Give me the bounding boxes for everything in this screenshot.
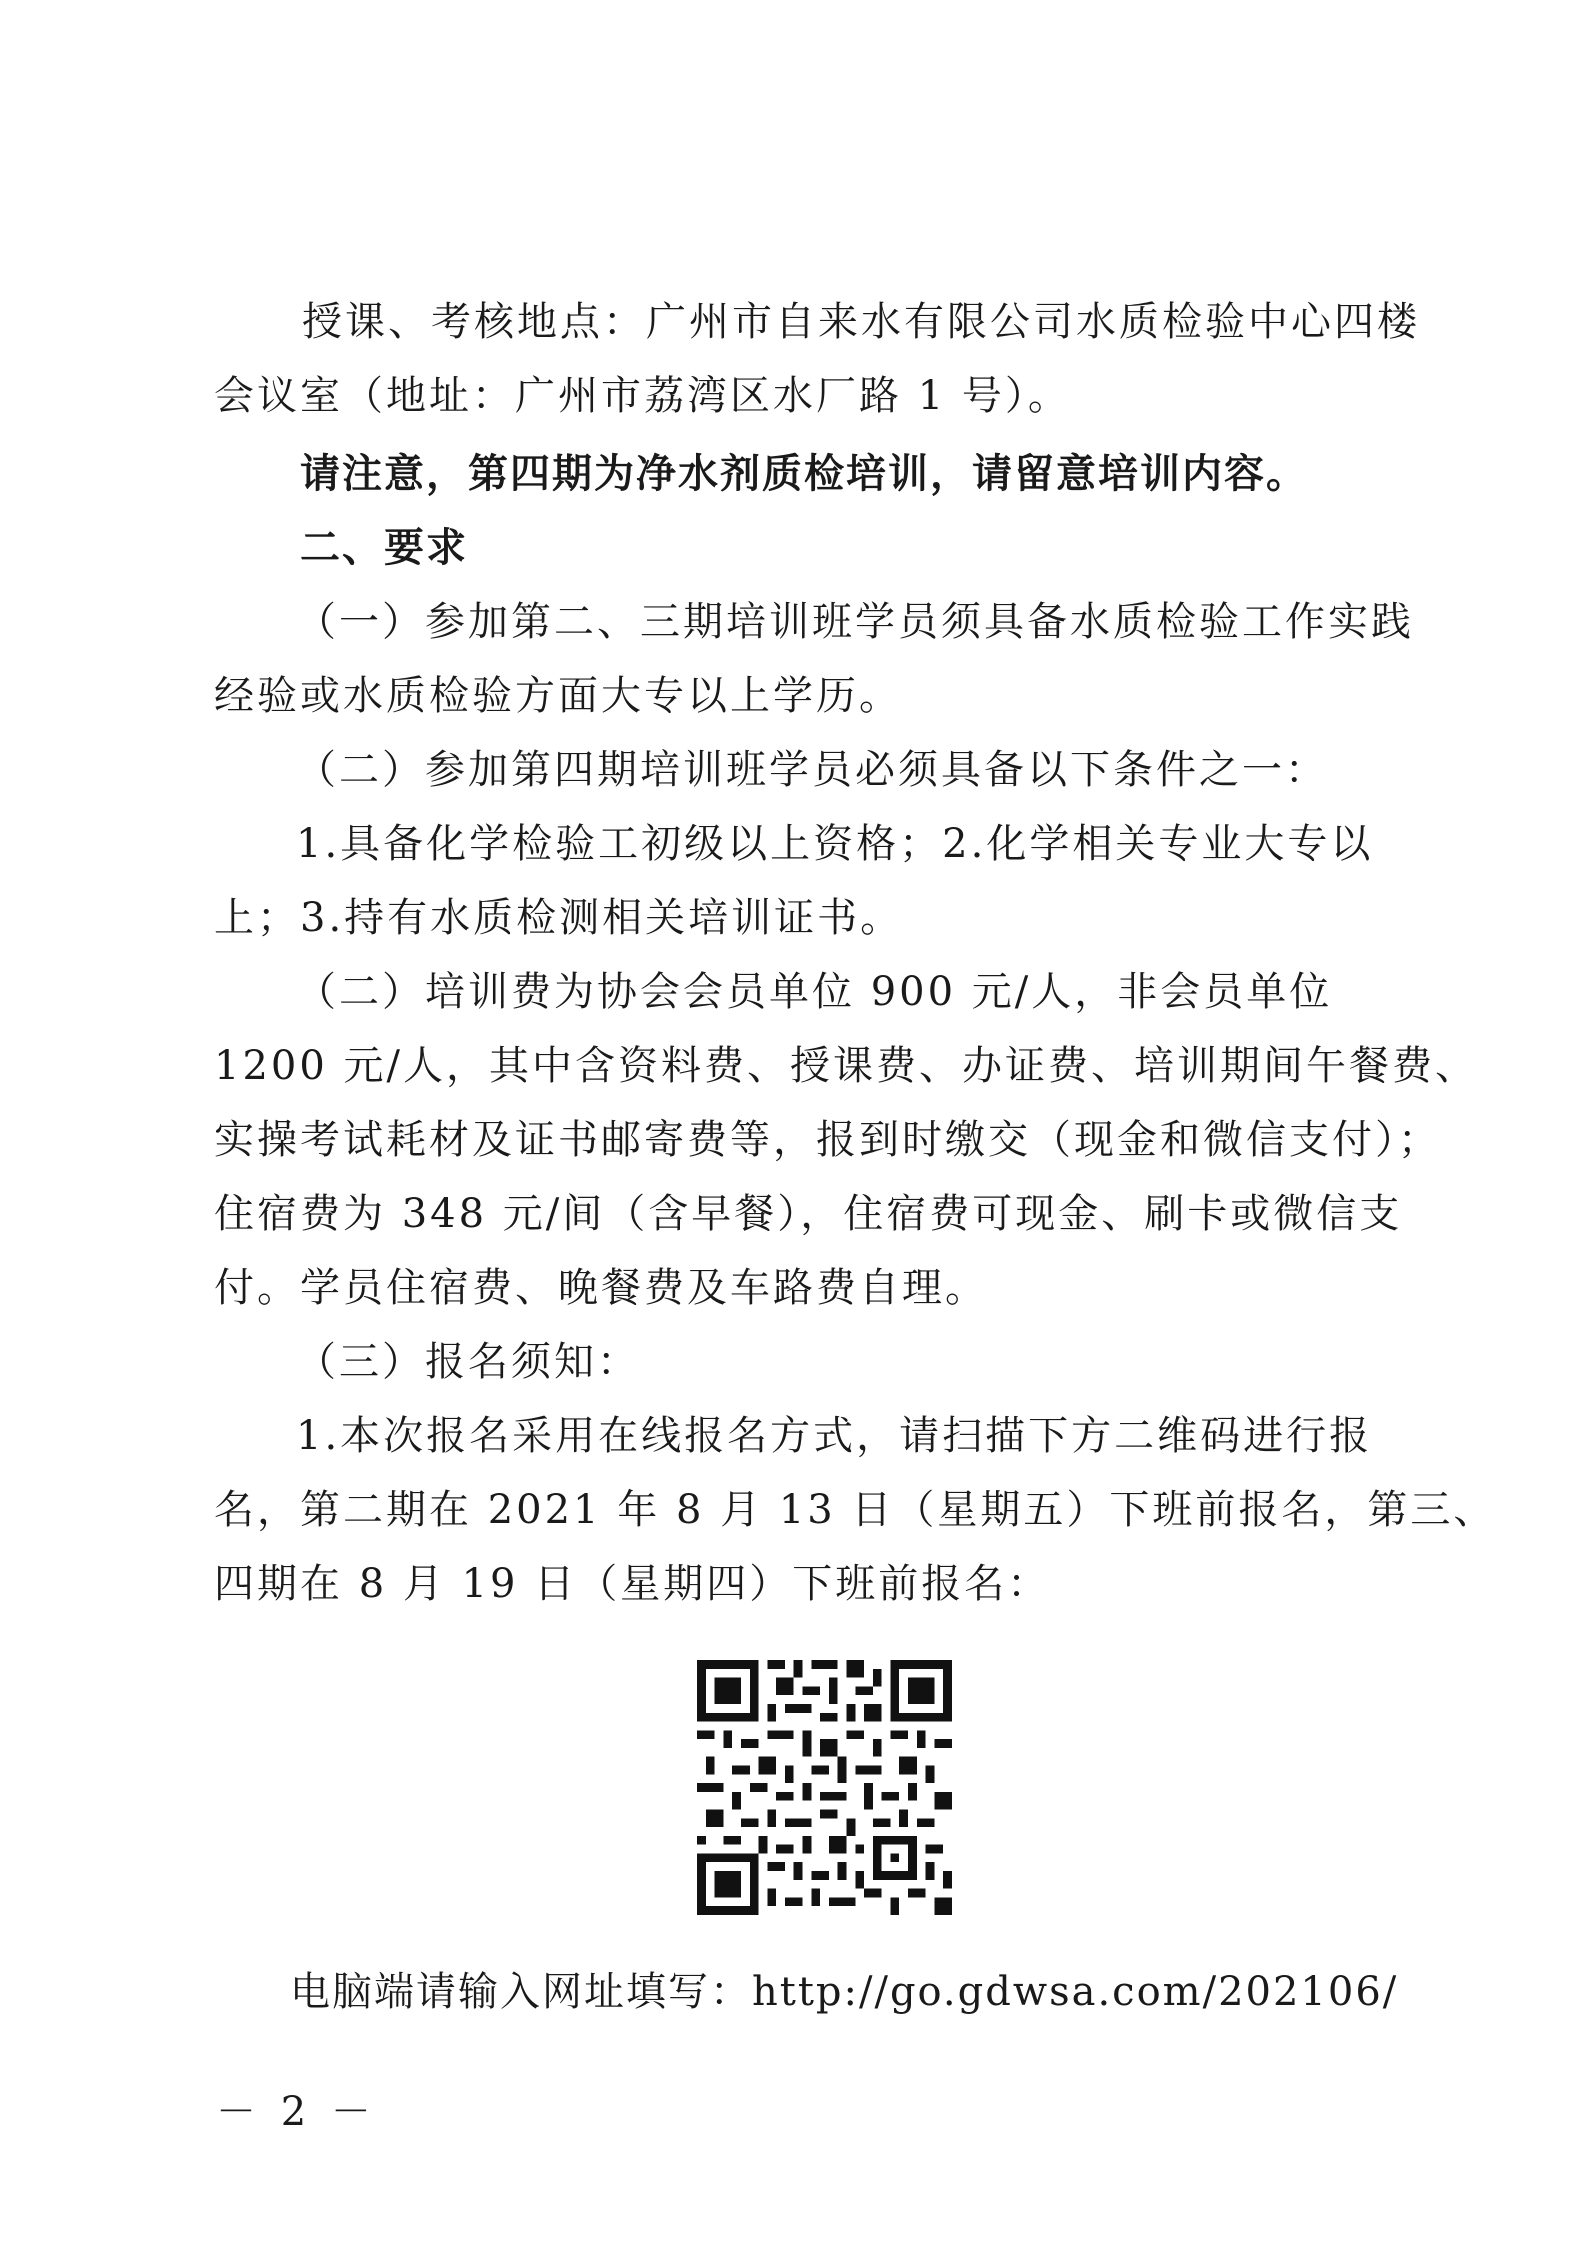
text-line-fee-2: 1200 元/人，其中含资料费、授课费、办证费、培训期间午餐费、: [214, 1043, 1478, 1089]
url-instruction-line[interactable]: 电脑端请输入网址填写：http://go.gdwsa.com/202106/: [290, 1969, 1399, 2015]
text-line-registration-3: 四期在 8 月 19 日（星期四）下班前报名：: [214, 1561, 1051, 1607]
text-line-fee-5: 付。学员住宿费、晚餐费及车路费自理。: [214, 1265, 988, 1311]
qr-code-icon[interactable]: [697, 1660, 952, 1915]
text-line-fee-4: 住宿费为 348 元/间（含早餐），住宿费可现金、刷卡或微信支: [214, 1191, 1403, 1237]
text-line-fee: （二）培训费为协会会员单位 900 元/人，非会员单位: [296, 969, 1333, 1015]
page-number: － 2 －: [216, 2089, 377, 2135]
text-line-venue-cont: 会议室（地址：广州市荔湾区水厂路 1 号）。: [214, 373, 1071, 419]
text-line-req1: （一）参加第二、三期培训班学员须具备水质检验工作实践: [296, 599, 1414, 645]
notice-line: 请注意，第四期为净水剂质检培训，请留意培训内容。: [300, 451, 1308, 497]
text-line-venue: 授课、考核地点：广州市自来水有限公司水质检验中心四楼: [302, 299, 1420, 345]
text-line-req1-cont: 经验或水质检验方面大专以上学历。: [214, 673, 902, 719]
text-line-registration-1: 1.本次报名采用在线报名方式，请扫描下方二维码进行报: [296, 1413, 1373, 1459]
section-heading-requirements: 二、要求: [300, 525, 468, 571]
text-line-req2: （二）参加第四期培训班学员必须具备以下条件之一：: [296, 747, 1328, 793]
text-line-registration-2: 名，第二期在 2021 年 8 月 13 日（星期五）下班前报名，第三、: [214, 1487, 1497, 1533]
text-line-registration-heading: （三）报名须知：: [296, 1339, 640, 1385]
text-line-req2-conditions-cont: 上；3.持有水质检测相关培训证书。: [214, 895, 904, 941]
text-line-req2-conditions: 1.具备化学检验工初级以上资格；2.化学相关专业大专以: [296, 821, 1374, 867]
text-line-fee-3: 实操考试耗材及证书邮寄费等，报到时缴交（现金和微信支付）；: [214, 1117, 1441, 1163]
